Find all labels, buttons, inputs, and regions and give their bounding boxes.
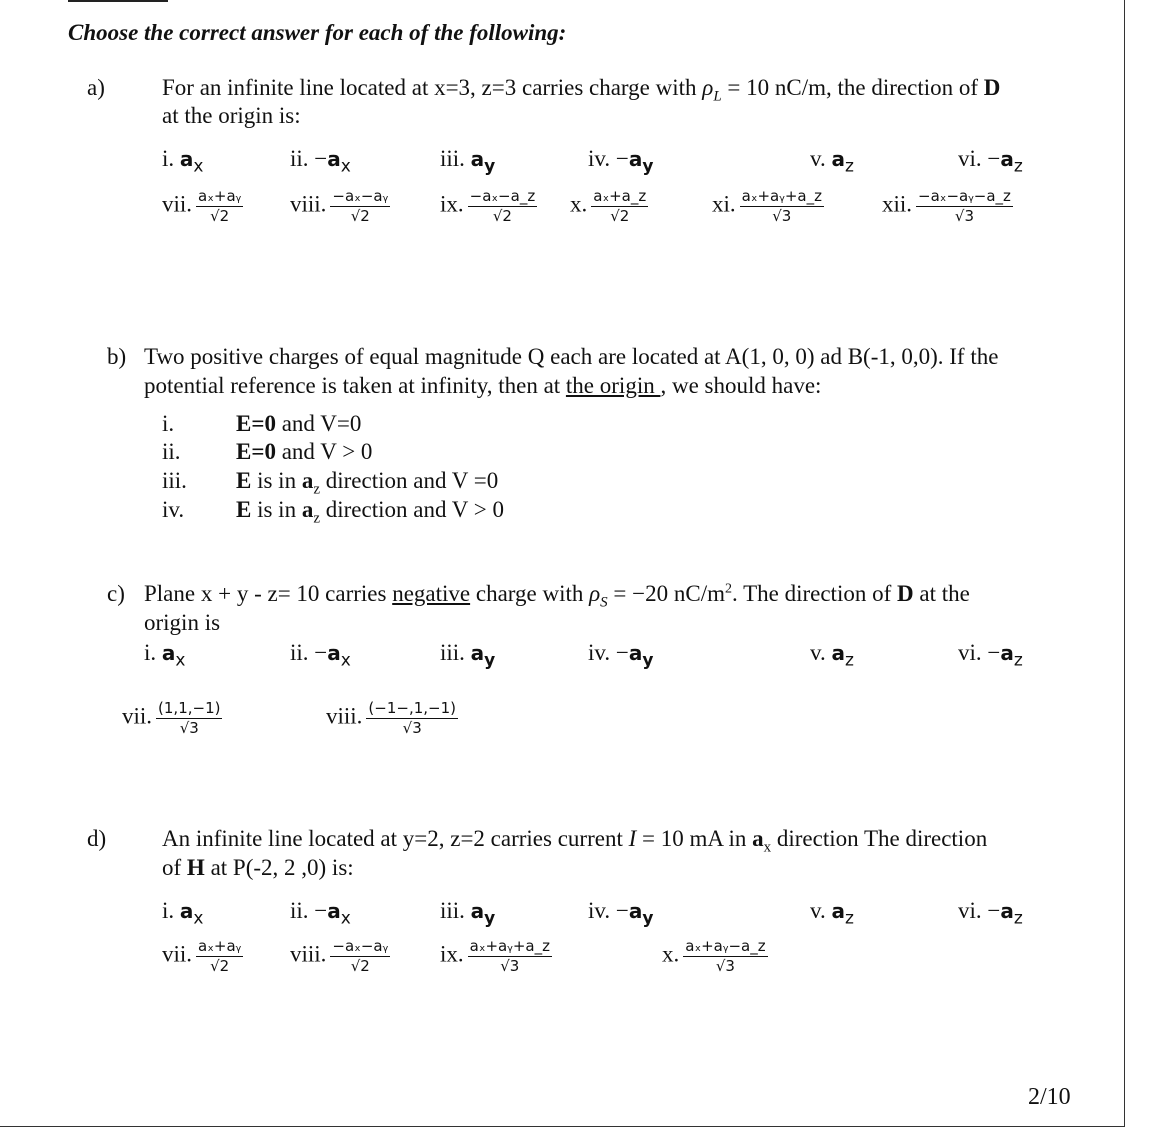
question-d-line1: An infinite line located at y=2, z=2 carries current I = 10 mA in $a_x$ direction The direction [162,826,988,856]
qa-option-3[interactable]: iii. $a_y$ [440,146,496,177]
question-b-line2: potential reference is taken at infinity, then at the origin , we should have: [144,373,822,398]
question-b-line1: Two positive charges of equal magnitude Q each are located at A(1, 0, 0) ad B(-1, 0,0). If the [144,344,999,369]
question-b-label: b) [107,344,127,369]
qa-option-9[interactable]: ix. $\frac{\text{−aₓ−a\_z}}{√2}$ [440,187,536,225]
qa-option-5[interactable]: v. $a_z$ [810,146,854,177]
qb-option-4[interactable]: E is in $a_z$ direction and V > 0 [236,497,504,527]
qd-option-3[interactable]: iii. $a_y$ [440,898,496,929]
question-a-label: a) [87,75,105,100]
qd-option-10[interactable]: x. $\frac{\text{aₓ+aᵧ−a\_z}}{√3}$ [662,937,766,975]
qc-option-2[interactable]: ii. $-a_x$ [290,640,351,671]
qc-option-7[interactable]: vii. $\frac{(1,1,-1)}{√3}$ [122,699,221,737]
qd-option-8[interactable]: viii. $\frac{\text{−aₓ−aᵧ}}{√2}$ [290,937,389,975]
qd-option-4[interactable]: iv. $-a_y$ [588,898,654,929]
qc-option-8[interactable]: viii. $\frac{(-1-,1,-1)}{√3}$ [326,699,456,737]
qc-option-1[interactable]: i. $a_x$ [144,640,186,671]
question-d-line2: of H at P(-2, 2 ,0) is: [162,855,354,880]
qb-option-1[interactable]: E=0 and V=0 [236,411,362,436]
qb-option-3-num: iii. [162,468,187,493]
qd-option-1[interactable]: i. $a_x$ [162,898,204,929]
qb-option-2[interactable]: E=0 and V > 0 [236,439,373,464]
question-d-label: d) [87,826,107,851]
qa-option-11[interactable]: xi. $\frac{\text{aₓ+aᵧ+a\_z}}{√3}$ [712,187,822,225]
qd-option-6[interactable]: vi. $-a_z$ [958,898,1023,929]
question-c-line1: Plane x + y - z= 10 carries negative charge with $\rho_S = -20$ $nC/m^2$. The direction of D at the [144,581,970,611]
qb-option-2-num: ii. [162,439,181,464]
qa-option-2[interactable]: ii. $-a_x$ [290,146,351,177]
qc-option-3[interactable]: iii. $a_y$ [440,640,496,671]
heading-underline [68,0,168,5]
question-a-line2: at the origin is: [162,103,301,128]
qa-option-10[interactable]: x. $\frac{\text{aₓ+a\_z}}{√2}$ [570,187,647,225]
qa-option-12[interactable]: xii. $\frac{\text{−aₓ−aᵧ−a\_z}}{√3}$ [882,187,1011,225]
qb-option-1-num: i. [162,411,175,436]
qa-option-7[interactable]: vii. $\frac{\text{aₓ+aᵧ}}{√2}$ [162,187,242,225]
qb-option-4-num: iv. [162,497,185,522]
qa-option-8[interactable]: viii. $\frac{\text{−aₓ−aᵧ}}{√2}$ [290,187,389,225]
qd-option-2[interactable]: ii. $-a_x$ [290,898,351,929]
qc-option-6[interactable]: vi. $-a_z$ [958,640,1023,671]
qd-option-9[interactable]: ix. $\frac{\text{aₓ+aᵧ+a\_z}}{√3}$ [440,937,550,975]
qa-option-1[interactable]: i. $a_x$ [162,146,204,177]
qa-option-6[interactable]: vi. $-a_z$ [958,146,1023,177]
qb-option-3[interactable]: E is in $a_z$ direction and V =0 [236,468,499,498]
question-c-label: c) [107,581,125,606]
qc-option-4[interactable]: iv. $-a_y$ [588,640,654,671]
qd-option-7[interactable]: vii. $\frac{\text{aₓ+aᵧ}}{√2}$ [162,937,242,975]
question-a-line1: For an infinite line located at x=3, z=3 carries charge with $\rho_L = 10$ nC/m, the direction of D [162,75,1001,105]
qc-option-5[interactable]: v. $a_z$ [810,640,854,671]
page-number: 2/10 [1028,1084,1071,1110]
qa-option-4[interactable]: iv. $-a_y$ [588,146,654,177]
qd-option-5[interactable]: v. $a_z$ [810,898,854,929]
instructions-title: Choose the correct answer for each of the following: [68,20,567,45]
question-c-line2: origin is [144,610,221,635]
